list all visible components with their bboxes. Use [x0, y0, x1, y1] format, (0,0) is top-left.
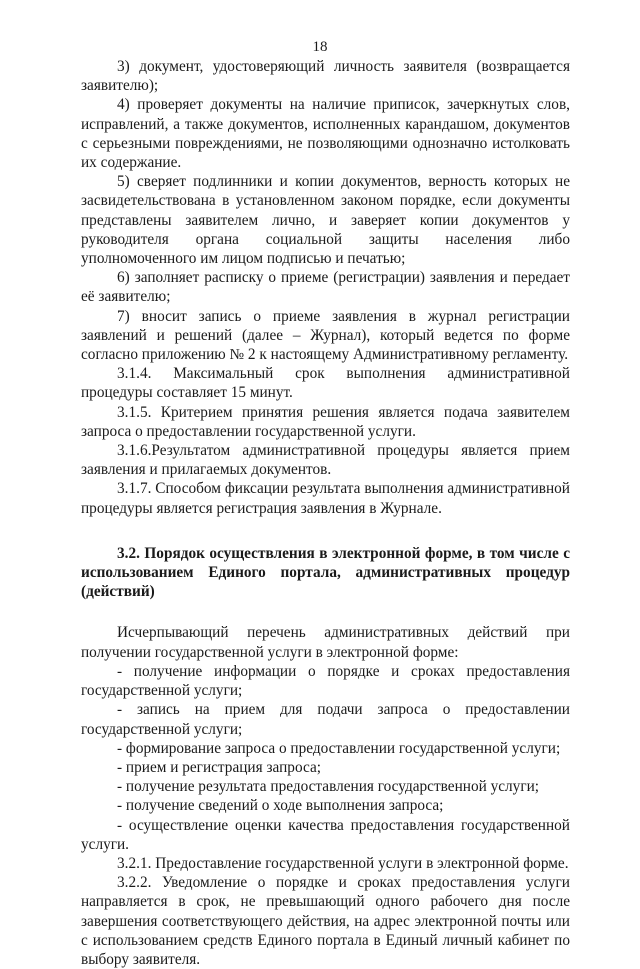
paragraph-item-7: 7) вносит запись о приеме заявления в журнал регистрации заявлений и решений (далее – Журнал), который ведется по форме согласно приложению № 2 к настоящему Административному регламенту. [81, 307, 570, 364]
paragraph-item-4: 4) проверяет документы на наличие приписок, зачеркнутых слов, исправлений, а также документов, исполненных карандашом, документов с серьезными повреждениями, не позволяющими однозначно истолковать их содержание. [81, 96, 570, 172]
page-number: 18 [312, 39, 328, 55]
paragraph-item-6: 6) заполняет расписку о приеме (регистрации) заявления и передает её заявителю; [81, 269, 570, 306]
list-item: - запись на прием для подачи запроса о предоставлении государственной услуги; [81, 701, 570, 738]
list-item: - получение информации о порядке и сроках предоставления государственной услуги; [81, 662, 570, 700]
paragraph-3-1-4: 3.1.4. Максимальный срок выполнения административной процедуры составляет 15 минут. [81, 365, 570, 402]
paragraph-3-2-1: 3.2.1. Предоставление государственной услуги в электронной форме. [117, 854, 569, 872]
paragraph-3-1-6: 3.1.6.Результатом административной процедуры является прием заявления и прилагаемых документов. [81, 442, 570, 479]
list-item: - прием и регистрация запроса; [117, 758, 321, 776]
list-item: - получение сведений о ходе выполнения запроса; [117, 797, 444, 815]
list-item: - получение результата предоставления государственной услуги; [117, 778, 540, 796]
paragraph-item-3: 3) документ, удостоверяющий личность заявителя (возвращается заявителю); [81, 58, 570, 95]
paragraph-3-1-5: 3.1.5. Критерием принятия решения является подача заявителем запроса о предоставлении государственной услуги. [81, 403, 570, 440]
paragraph-3-2-2: 3.2.2. Уведомление о порядке и сроках предоставления услуги направляется в срок, не превышающий одного рабочего дня после завершения соответствующего действия, на адрес электронной почты или с использованием средств Единого портала в Единый личный кабинет по выбору заявителя. [81, 874, 570, 968]
paragraph-3-1-7: 3.1.7. Способом фиксации результата выполнения административной процедуры является регистрация заявления в Журнале. [81, 480, 570, 517]
paragraph-item-5: 5) сверяет подлинники и копии документов, верность которых не засвидетельствована в установленном законом порядке, если документы представлены заявителем лично, и заверяет копии документов у руководителя органа социальной защиты населения либо уполномоченного им лицом подписью и печатью; [81, 173, 570, 268]
list-item: - формирование запроса о предоставлении государственной услуги; [117, 739, 561, 757]
document-body [81, 57, 570, 969]
section-heading: 3.2. Порядок осуществления в электронной форме, в том числе с использованием Единого портала, административных процедур (действий) [81, 544, 570, 601]
section-intro: Исчерпывающий перечень административных действий при получении государственной услуги в электронной форме: [81, 624, 570, 661]
list-item: - осуществление оценки качества предоставления государственной услуги. [81, 816, 570, 853]
